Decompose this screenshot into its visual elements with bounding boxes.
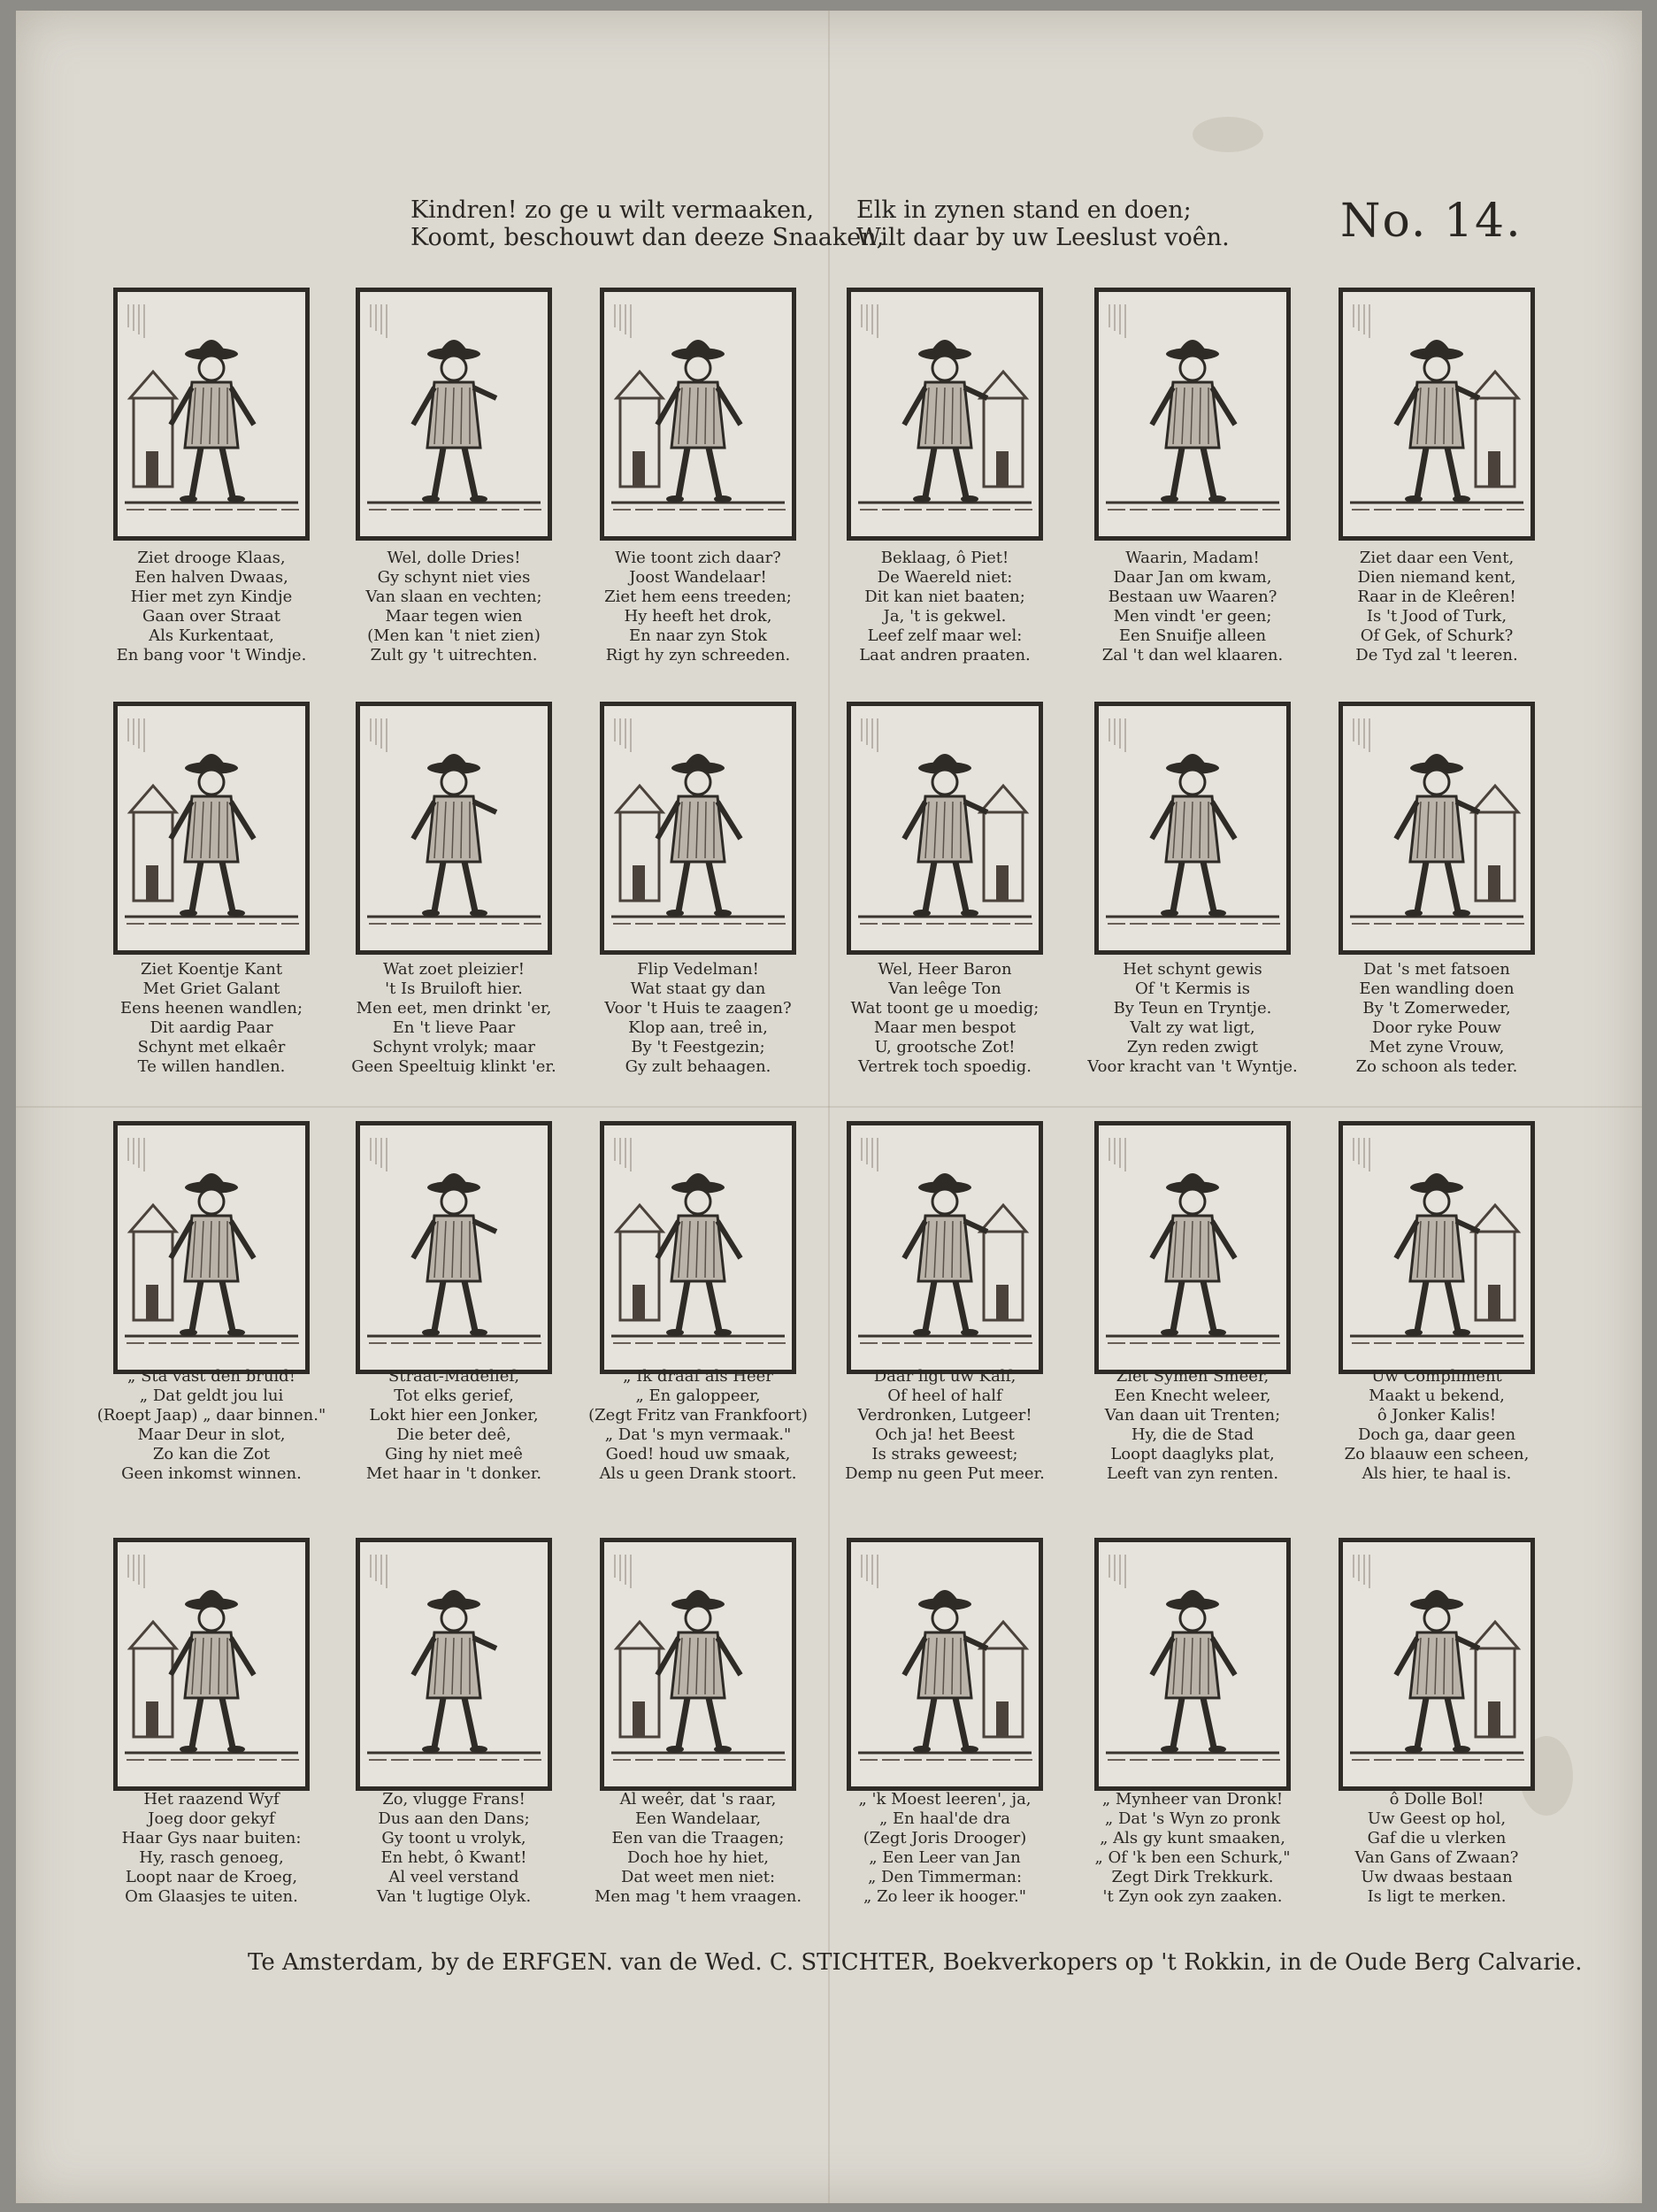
verse-line: Als u geen Drank stoort. (599, 1464, 797, 1483)
verse-line: Of 't Kermis is (1134, 979, 1251, 998)
verse-line: En naar zyn Stok (628, 626, 768, 645)
verse-line: Zo kan die Zot (152, 1445, 271, 1463)
verse-caption (574, 1790, 822, 1907)
verse-line: Leef zelf maar wel: (867, 626, 1023, 645)
verse-line: En hebt, ô Kwant! (380, 1848, 527, 1867)
verse-line: Ziet Koentje Kant (140, 960, 283, 979)
woodcut-figure-illustration (1343, 1125, 1530, 1370)
woodcut-figure-illustration (851, 292, 1039, 536)
verse-line: 't Is Bruiloft hier. (385, 979, 523, 998)
verse-line: Och ja! het Beest (875, 1425, 1015, 1444)
woodcut-image (113, 1121, 310, 1374)
verse-line: Zyn reden zwigt (1126, 1038, 1259, 1056)
verse-line: Loopt naar de Kroeg, (125, 1868, 298, 1886)
verse-line: Om Glaasjes te uiten. (125, 1887, 298, 1906)
verse-line: Eens heenen wandlen; (119, 999, 303, 1018)
verse-line: Goed! houd uw smaak, (605, 1445, 791, 1463)
verse-line: „ Als gy kunt smaaken, (1100, 1829, 1285, 1847)
verse-line: Uw dwaas bestaan (1361, 1868, 1513, 1886)
verse-line: Hier met zyn Kindje (130, 588, 293, 606)
woodcut-image (113, 288, 310, 541)
verse-line: U, grootsche Zot! (874, 1038, 1016, 1056)
verse-line: Men mag 't hem vraagen. (594, 1887, 802, 1906)
verse-line: Is straks geweest; (871, 1445, 1018, 1463)
verse-line: Maar Deur in slot, (137, 1425, 286, 1444)
verse-line: Leeft van zyn renten. (1106, 1464, 1279, 1483)
verse-caption (1069, 549, 1316, 665)
woodcut-figure-illustration (604, 292, 792, 536)
verse-caption (1313, 1367, 1561, 1484)
verse-line: Wel, dolle Dries! (387, 549, 521, 567)
verse-caption (1069, 960, 1316, 1077)
title-line: Elk in zynen stand en doen; (856, 196, 1192, 224)
verse-line: Wel, Heer Baron (878, 960, 1012, 979)
verse-line: Voor kracht van 't Wyntje. (1087, 1057, 1298, 1076)
verse-caption (574, 1367, 822, 1484)
verse-line: Ging hy niet meê (385, 1445, 523, 1463)
verse-caption (330, 1367, 578, 1484)
verse-line: Het schynt gewis (1123, 960, 1262, 979)
verse-line: By 't Feestgezin; (631, 1038, 765, 1056)
verse-line: Uw Geest op hol, (1367, 1809, 1507, 1828)
verse-line: „ Ik draaf als Heer (623, 1367, 773, 1386)
verse-line: Geen Speeltuig klinkt 'er. (351, 1057, 556, 1076)
verse-line: Daar Jan om kwam, (1113, 568, 1272, 587)
verse-line: Gy zult behaagen. (625, 1057, 771, 1076)
verse-line: Voor 't Huis te zaagen? (604, 999, 792, 1018)
verse-line: „ Den Timmerman: (867, 1868, 1023, 1886)
woodcut-image (1094, 1538, 1291, 1791)
verse-line: Of heel of half (887, 1386, 1002, 1405)
title-verse-right (856, 196, 1230, 251)
verse-line: Geen inkomst winnen. (121, 1464, 302, 1483)
verse-line: 't Zyn ook zyn zaaken. (1102, 1887, 1283, 1906)
publisher-imprint: Te Amsterdam, by de ERFGEN. van de Wed. C. STICHTER, Boekverkopers op 't Rokkin, in de Oude Berg Calvarie. (248, 1949, 1583, 1976)
verse-line: Maar men bespot (873, 1018, 1016, 1037)
verse-line: Joost Wandelaar! (629, 568, 767, 587)
verse-line: Wat toont ge u moedig; (850, 999, 1039, 1018)
verse-line: Een halven Dwaas, (134, 568, 288, 587)
verse-caption (821, 960, 1069, 1077)
verse-line: Met haar in 't donker. (365, 1464, 542, 1483)
woodcut-figure-illustration (360, 292, 548, 536)
verse-line: Als Kurkentaat, (149, 626, 274, 645)
woodcut-figure-illustration (604, 706, 792, 950)
verse-line: Verdronken, Lutgeer! (857, 1406, 1032, 1425)
woodcut-image (847, 1121, 1043, 1374)
woodcut-figure-illustration (360, 706, 548, 950)
verse-line: Ziet Symen Smeer, (1116, 1367, 1270, 1386)
verse-line: Zo schoon als teder. (1355, 1057, 1518, 1076)
verse-line: Maakt u bekend, (1369, 1386, 1505, 1405)
verse-line: Hy, rasch genoeg, (139, 1848, 284, 1867)
woodcut-image (1339, 1121, 1535, 1374)
verse-line: Rigt hy zyn schreeden. (605, 646, 791, 664)
verse-line: Dit kan niet baaten; (864, 588, 1025, 606)
verse-caption (330, 960, 578, 1077)
verse-line: Straat-Madelief, (387, 1367, 520, 1386)
woodcut-figure-illustration (851, 1125, 1039, 1370)
verse-line: Hy heeft het drok, (624, 607, 772, 626)
title-line: Wilt daar by uw Leeslust voên. (856, 224, 1230, 251)
horizontal-fold-line (16, 1106, 1642, 1108)
verse-line: De Waereld niet: (877, 568, 1013, 587)
verse-line: Een wandling doen (1359, 979, 1515, 998)
verse-line: Is 't Jood of Turk, (1366, 607, 1507, 626)
verse-line: „ Dat 's myn vermaak." (604, 1425, 792, 1444)
verse-line: Een Knecht weleer, (1114, 1386, 1271, 1405)
verse-line: Dus aan den Dans; (378, 1809, 530, 1828)
woodcut-figure-illustration (360, 1542, 548, 1786)
woodcut-image (600, 702, 796, 955)
verse-line: „ Een Leer van Jan (869, 1848, 1021, 1867)
verse-line: „ Sta vast den bruid! (127, 1367, 295, 1386)
verse-line: Een Wandelaar, (634, 1809, 762, 1828)
verse-line: Ziet daar een Vent, (1359, 549, 1515, 567)
woodcut-figure-illustration (851, 706, 1039, 950)
verse-line: Zegt Dirk Trekkurk. (1111, 1868, 1274, 1886)
woodcut-figure-illustration (118, 706, 305, 950)
woodcut-image (1339, 1538, 1535, 1791)
verse-line: Of Gek, of Schurk? (1360, 626, 1514, 645)
verse-line: Door ryke Pouw (1372, 1018, 1501, 1037)
verse-line: Een van die Traagen; (611, 1829, 785, 1847)
verse-line: Men vindt 'er geen; (1113, 607, 1272, 626)
verse-line: Te willen handlen. (137, 1057, 286, 1076)
verse-line: Wat zoet pleizier! (383, 960, 525, 979)
verse-line: Daar ligt uw Kalf, (873, 1367, 1016, 1386)
verse-line: By Teun en Tryntje. (1113, 999, 1272, 1018)
verse-caption (821, 549, 1069, 665)
verse-caption (1069, 1367, 1316, 1484)
verse-line: Haar Gys naar buiten: (121, 1829, 302, 1847)
woodcut-figure-illustration (360, 1125, 548, 1370)
verse-caption (330, 549, 578, 665)
verse-line: Laat andren praaten. (859, 646, 1031, 664)
paper-stain (1193, 117, 1263, 152)
verse-caption (88, 1790, 335, 1907)
verse-line: Men eet, men drinkt 'er, (356, 999, 552, 1018)
verse-line: Zo blaauw een scheen, (1344, 1445, 1530, 1463)
verse-line: By 't Zomerweder, (1362, 999, 1511, 1018)
woodcut-image (1094, 1121, 1291, 1374)
woodcut-figure-illustration (1099, 1542, 1286, 1786)
verse-line: Flip Vedelman! (637, 960, 759, 979)
verse-line: Met zyne Vrouw, (1369, 1038, 1505, 1056)
woodcut-image (113, 702, 310, 955)
verse-line: Van leêge Ton (888, 979, 1001, 998)
woodcut-image (1339, 288, 1535, 541)
woodcut-image (1339, 702, 1535, 955)
verse-line: Beklaag, ô Piet! (880, 549, 1009, 567)
verse-caption (574, 549, 822, 665)
verse-line: (Zegt Fritz van Frankfoort) (588, 1406, 808, 1425)
woodcut-figure-illustration (1343, 1542, 1530, 1786)
verse-line: De Tyd zal 't leeren. (1355, 646, 1518, 664)
verse-line: Klop aan, treê in, (628, 1018, 768, 1037)
woodcut-image (356, 702, 552, 955)
woodcut-image (113, 1538, 310, 1791)
verse-caption (1069, 1790, 1316, 1907)
verse-caption (88, 1367, 335, 1484)
verse-line: ô Dolle Bol! (1389, 1790, 1484, 1809)
verse-line: Gy schynt niet vies (377, 568, 531, 587)
verse-line: „ En galoppeer, (635, 1386, 761, 1405)
woodcut-image (1094, 702, 1291, 955)
verse-line: Gaf die u vlerken (1367, 1829, 1507, 1847)
verse-line: Dat 's met fatsoen (1363, 960, 1510, 979)
verse-line: Van 't lugtige Olyk. (376, 1887, 532, 1906)
woodcut-figure-illustration (118, 1542, 305, 1786)
verse-line: Als hier, te haal is. (1362, 1464, 1512, 1483)
title-verse-left (410, 196, 884, 251)
verse-line: Dien niemand kent, (1357, 568, 1516, 587)
verse-line: Al weêr, dat 's raar, (619, 1790, 777, 1809)
verse-line: Met Griet Galant (142, 979, 280, 998)
woodcut-image (847, 1538, 1043, 1791)
verse-line: „ Dat geldt jou lui (139, 1386, 284, 1405)
title-line: Koomt, beschouwt dan deeze Snaaken, (410, 224, 885, 251)
verse-line: Vertrek toch spoedig. (858, 1057, 1032, 1076)
verse-caption (1313, 960, 1561, 1077)
verse-line: (Roept Jaap) „ daar binnen." (96, 1406, 326, 1425)
verse-line: Doch ga, daar geen (1357, 1425, 1516, 1444)
woodcut-figure-illustration (851, 1542, 1039, 1786)
verse-line: Ja, 't is gekwel. (883, 607, 1007, 626)
verse-line: „ Dat 's Wyn zo pronk (1104, 1809, 1281, 1828)
verse-line: Wat staat gy dan (630, 979, 766, 998)
woodcut-figure-illustration (604, 1125, 792, 1370)
sheet-number: No. 14. (1340, 195, 1523, 248)
woodcut-image (356, 1121, 552, 1374)
verse-line: Een Snuifje alleen (1118, 626, 1267, 645)
verse-line: Zult gy 't uitrechten. (370, 646, 538, 664)
verse-line: En 't lieve Paar (392, 1018, 516, 1037)
verse-line: (Men kan 't niet zien) (367, 626, 541, 645)
verse-line: Joeg door gekyf (148, 1809, 275, 1828)
verse-caption (88, 960, 335, 1077)
woodcut-figure-illustration (118, 292, 305, 536)
verse-line: „ En haal'de dra (878, 1809, 1011, 1828)
verse-line: Doch hoe hy hiet, (627, 1848, 769, 1867)
woodcut-figure-illustration (604, 1542, 792, 1786)
verse-line: Dat weet men niet: (620, 1868, 776, 1886)
woodcut-image (600, 1121, 796, 1374)
verse-line: Het raazend Wyf (143, 1790, 280, 1809)
verse-line: (Zegt Joris Drooger) (863, 1829, 1027, 1847)
verse-line: Lokt hier een Jonker, (369, 1406, 539, 1425)
verse-line: Al veel verstand (388, 1868, 519, 1886)
title-line: Kindren! zo ge u wilt vermaaken, (410, 196, 815, 224)
verse-caption (1313, 549, 1561, 665)
verse-line: Schynt met elkaêr (137, 1038, 286, 1056)
verse-line: Dit aardig Paar (150, 1018, 273, 1037)
verse-caption (574, 960, 822, 1077)
verse-line: Ziet hem eens treeden; (604, 588, 792, 606)
verse-line: „ 'k Moest leeren', ja, (858, 1790, 1032, 1809)
woodcut-image (1094, 288, 1291, 541)
verse-line: Bestaan uw Waaren? (1108, 588, 1277, 606)
woodcut-image (356, 1538, 552, 1791)
woodcut-figure-illustration (1099, 292, 1286, 536)
verse-line: Van slaan en vechten; (365, 588, 542, 606)
woodcut-image (847, 702, 1043, 955)
verse-caption (88, 549, 335, 665)
woodcut-image (600, 1538, 796, 1791)
verse-line: Valt zy wat ligt, (1130, 1018, 1255, 1037)
verse-line: Wie toont zich daar? (615, 549, 781, 567)
verse-line: Zo, vlugge Frans! (382, 1790, 525, 1809)
woodcut-image (847, 288, 1043, 541)
verse-line: Loopt daaglyks plat, (1110, 1445, 1275, 1463)
woodcut-image (600, 288, 796, 541)
woodcut-figure-illustration (118, 1125, 305, 1370)
verse-line: Gaan over Straat (142, 607, 280, 626)
verse-line: En bang voor 't Windje. (116, 646, 307, 664)
verse-line: Gy toont u vrolyk, (381, 1829, 526, 1847)
verse-line: Uw Compliment (1371, 1367, 1502, 1386)
verse-line: „ Mynheer van Dronk! (1101, 1790, 1284, 1809)
verse-line: Die beter deê, (396, 1425, 511, 1444)
verse-line: Ziet drooge Klaas, (137, 549, 286, 567)
woodcut-figure-illustration (1099, 706, 1286, 950)
verse-line: Van Gans of Zwaan? (1354, 1848, 1519, 1867)
verse-line: Waarin, Madam! (1125, 549, 1260, 567)
verse-line: Maar tegen wien (385, 607, 523, 626)
verse-line: Demp nu geen Put meer. (845, 1464, 1045, 1483)
verse-line: ô Jonker Kalis! (1377, 1406, 1497, 1425)
verse-caption (821, 1367, 1069, 1484)
verse-caption (821, 1790, 1069, 1907)
woodcut-figure-illustration (1343, 706, 1530, 950)
verse-line: „ Of 'k ben een Schurk," (1094, 1848, 1291, 1867)
verse-caption (1313, 1790, 1561, 1907)
verse-line: Hy, die de Stad (1131, 1425, 1254, 1444)
verse-line: Raar in de Kleêren! (1357, 588, 1516, 606)
verse-line: Van daan uit Trenten; (1104, 1406, 1281, 1425)
verse-line: Is ligt te merken. (1367, 1887, 1507, 1906)
woodcut-image (356, 288, 552, 541)
verse-line: Schynt vrolyk; maar (372, 1038, 536, 1056)
woodcut-figure-illustration (1099, 1125, 1286, 1370)
verse-line: Tot elks gerief, (394, 1386, 514, 1405)
verse-line: Zal 't dan wel klaaren. (1101, 646, 1284, 664)
woodcut-figure-illustration (1343, 292, 1530, 536)
title-verse (398, 196, 1283, 258)
verse-line: „ Zo leer ik hooger." (863, 1887, 1026, 1906)
verse-caption (330, 1790, 578, 1907)
